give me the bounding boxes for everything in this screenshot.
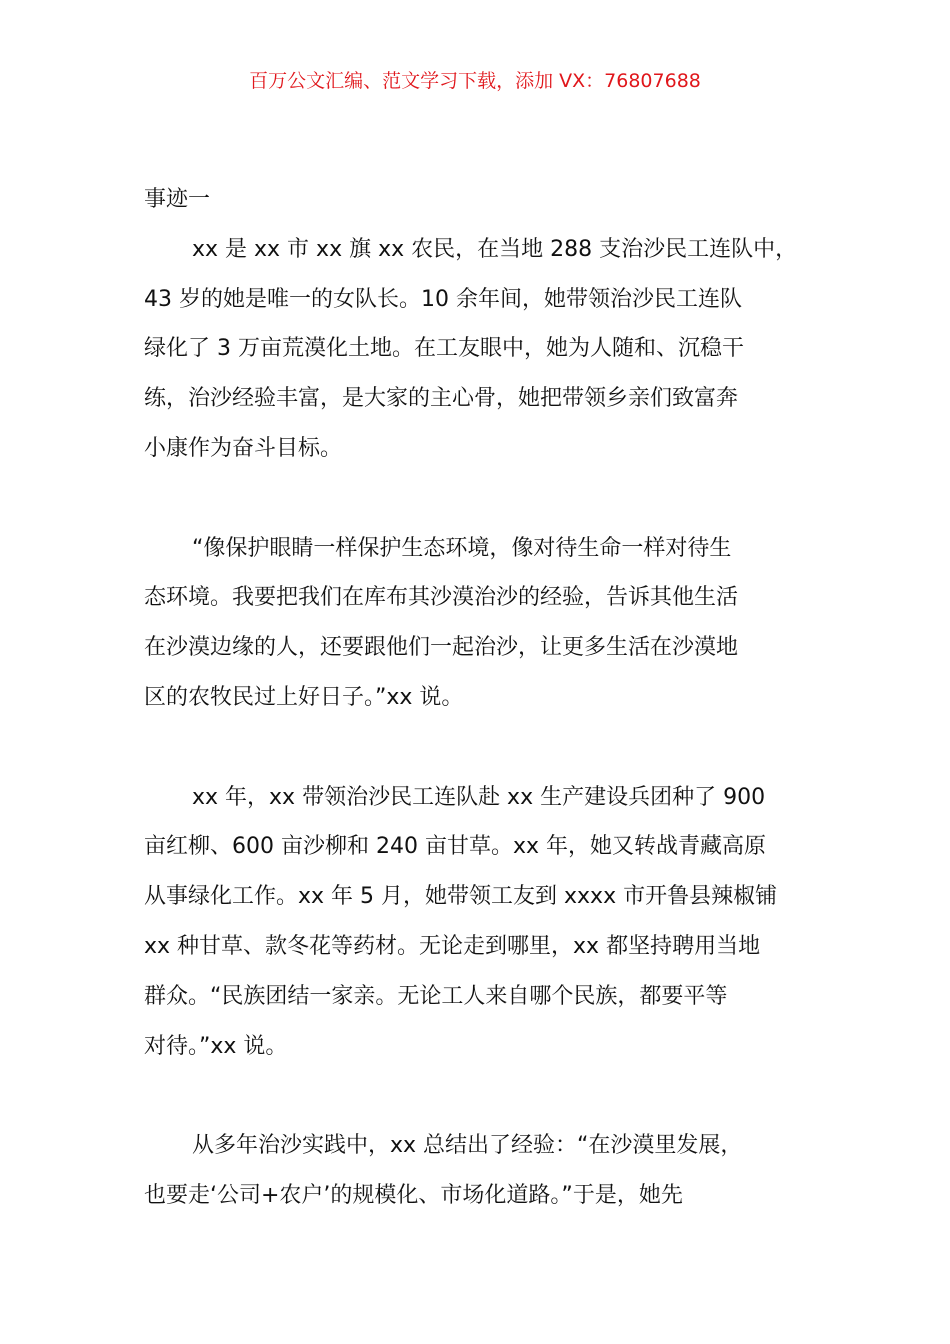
paragraph bbox=[144, 773, 834, 1072]
paragraph-line: 从事绿化工作。xx 年 5 月，她带领工友到 xxxx 市开鲁县辣椒铺 bbox=[144, 884, 778, 910]
paragraph-line: 态环境。我要把我们在库布其沙漠治沙的经验，告诉其他生活 bbox=[144, 585, 739, 611]
paragraph-line: “像保护眼睛一样保护生态环境，像对待生命一样对待生 bbox=[192, 535, 732, 561]
paragraph-gap bbox=[144, 723, 834, 773]
paragraph-line: 小康作为奋斗目标。 bbox=[144, 435, 343, 461]
paragraph-line: 也要走‘公司+农户’的规模化、市场化道路。”于是，她先 bbox=[144, 1182, 683, 1208]
paragraph-line: 在沙漠边缘的人，还要跟他们一起治沙，让更多生活在沙漠地 bbox=[144, 635, 739, 661]
paragraph-line: 区的农牧民过上好日子。”xx 说。 bbox=[144, 684, 464, 710]
paragraph-line: 群众。“民族团结一家亲。无论工人来自哪个民族，都要平等 bbox=[144, 983, 728, 1009]
document-body bbox=[144, 175, 834, 1221]
paragraph-gap bbox=[144, 1071, 834, 1121]
paragraph-line: 从多年治沙实践中，xx 总结出了经验：“在沙漠里发展， bbox=[192, 1133, 743, 1159]
paragraph-line: xx 是 xx 市 xx 旗 xx 农民，在当地 288 支治沙民工连队中， bbox=[192, 236, 798, 262]
paragraph-line: 亩红柳、600 亩沙柳和 240 亩甘草。xx 年，她又转战青藏高原 bbox=[144, 834, 766, 860]
watermark-header: 百万公文汇编、范文学习下载，添加 VX：76807688 bbox=[249, 70, 701, 92]
paragraph-line: xx 年，xx 带领治沙民工连队赴 xx 生产建设兵团种了 900 bbox=[192, 784, 766, 810]
paragraph-line: 43 岁的她是唯一的女队长。10 余年间，她带领治沙民工连队 bbox=[144, 286, 742, 312]
paragraph bbox=[144, 1121, 834, 1221]
document-title: 事迹一 bbox=[144, 187, 211, 212]
paragraphs bbox=[144, 225, 834, 1221]
paragraph-line: xx 种甘草、款冬花等药材。无论走到哪里，xx 都坚持聘用当地 bbox=[144, 933, 761, 959]
paragraph-gap bbox=[144, 474, 834, 524]
paragraph-line: 练，治沙经验丰富，是大家的主心骨，她把带领乡亲们致富奔 bbox=[144, 386, 739, 412]
paragraph bbox=[144, 524, 834, 723]
paragraph bbox=[144, 225, 834, 474]
paragraph-line: 对待。”xx 说。 bbox=[144, 1033, 288, 1059]
paragraph-line: 绿化了 3 万亩荒漠化土地。在工友眼中，她为人随和、沉稳干 bbox=[144, 336, 744, 362]
